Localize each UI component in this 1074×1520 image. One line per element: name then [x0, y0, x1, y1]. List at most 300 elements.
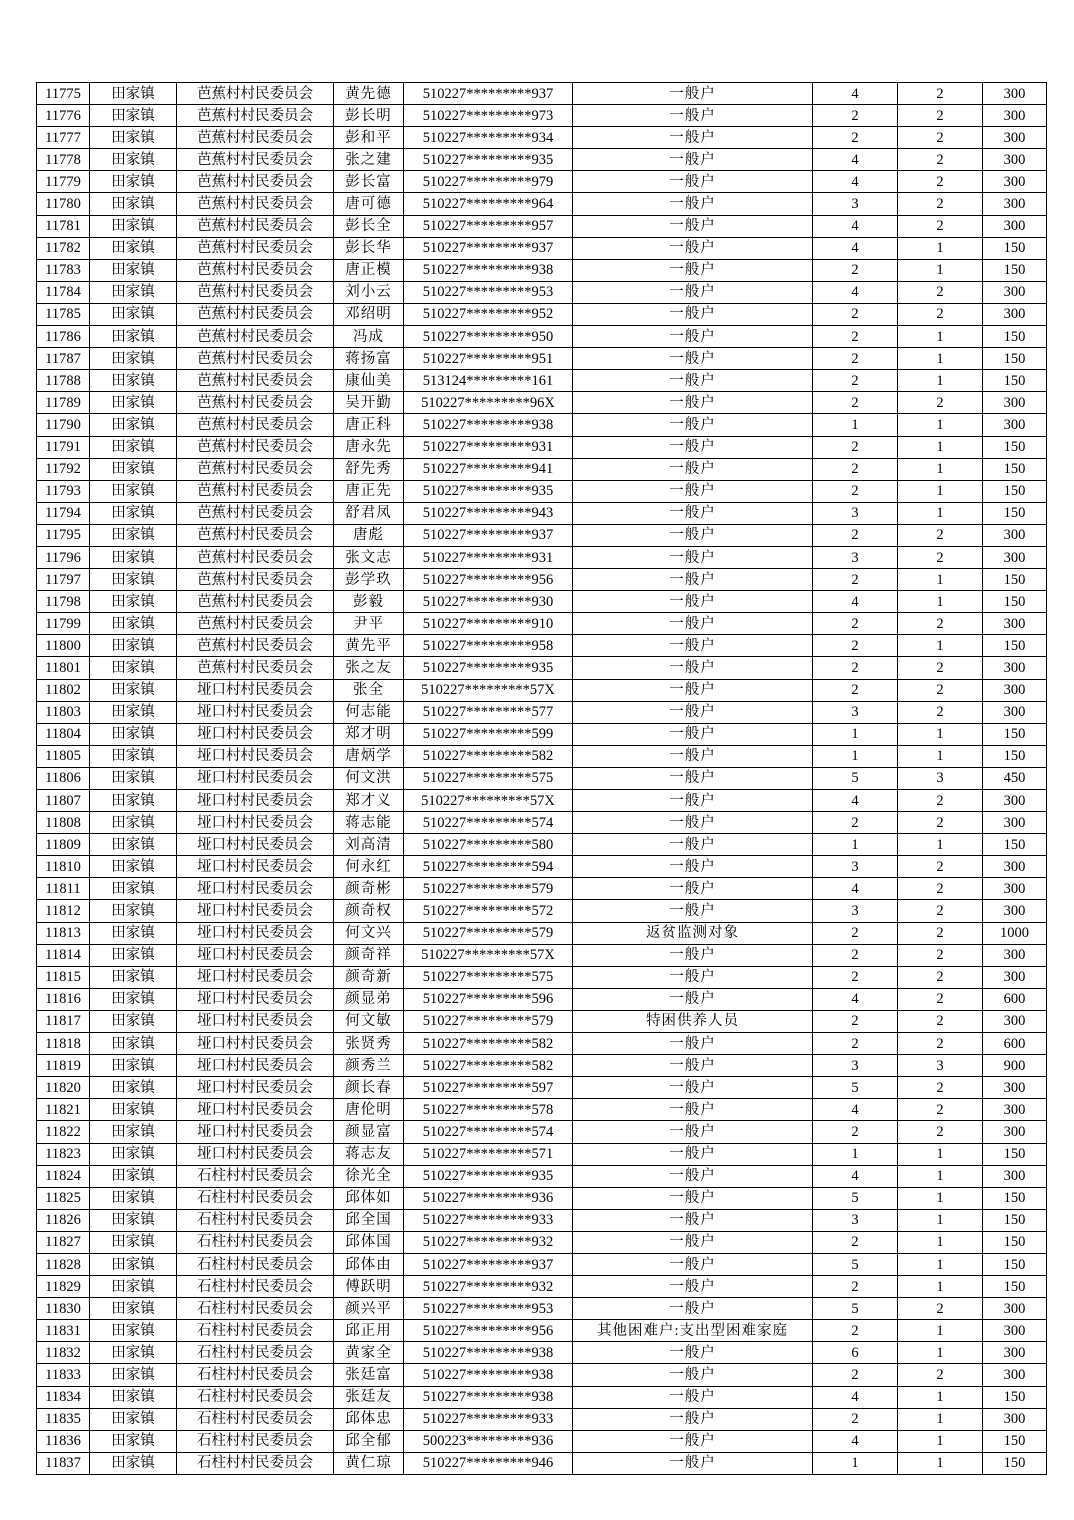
id-number-cell: 510227*********933 [404, 1408, 573, 1430]
seq-no-cell: 11787 [37, 348, 90, 370]
household-type-cell: 一般户 [573, 679, 813, 701]
household-type-cell: 一般户 [573, 348, 813, 370]
id-number-cell: 513124*********161 [404, 370, 573, 392]
id-number-cell: 510227*********96X [404, 392, 573, 414]
table-row [37, 237, 1047, 259]
id-number-cell: 510227*********57X [404, 790, 573, 812]
id-number-cell: 510227*********973 [404, 105, 573, 127]
household-size-cell: 4 [813, 1386, 898, 1408]
amount-cell: 150 [983, 1209, 1047, 1231]
town-cell: 田家镇 [90, 635, 177, 657]
town-cell: 田家镇 [90, 392, 177, 414]
household-size-cell: 4 [813, 591, 898, 613]
id-number-cell: 510227*********580 [404, 834, 573, 856]
id-number-cell: 510227*********937 [404, 1253, 573, 1275]
id-number-cell: 510227*********578 [404, 1099, 573, 1121]
household-type-cell: 一般户 [573, 127, 813, 149]
id-number-cell: 510227*********934 [404, 127, 573, 149]
household-size-cell: 4 [813, 171, 898, 193]
household-type-cell: 一般户 [573, 1386, 813, 1408]
seq-no-cell: 11823 [37, 1143, 90, 1165]
village-committee-cell: 石柱村村民委员会 [177, 1253, 334, 1275]
household-type-cell: 一般户 [573, 83, 813, 105]
name-cell: 彭和平 [334, 127, 404, 149]
household-size-cell: 3 [813, 1209, 898, 1231]
town-cell: 田家镇 [90, 834, 177, 856]
household-size-cell: 2 [813, 127, 898, 149]
beneficiary-count-cell: 2 [898, 127, 983, 149]
household-size-cell: 2 [813, 1010, 898, 1032]
name-cell: 傅跃明 [334, 1276, 404, 1298]
town-cell: 田家镇 [90, 1033, 177, 1055]
table-row [37, 1430, 1047, 1452]
table-row [37, 966, 1047, 988]
name-cell: 张之建 [334, 149, 404, 171]
household-type-cell: 一般户 [573, 1143, 813, 1165]
beneficiary-count-cell: 2 [898, 1077, 983, 1099]
household-type-cell: 一般户 [573, 281, 813, 303]
name-cell: 何文兴 [334, 922, 404, 944]
name-cell: 蒋扬富 [334, 348, 404, 370]
village-committee-cell: 芭蕉村村民委员会 [177, 657, 334, 679]
village-committee-cell: 石柱村村民委员会 [177, 1298, 334, 1320]
village-committee-cell: 石柱村村民委员会 [177, 1187, 334, 1209]
seq-no-cell: 11789 [37, 392, 90, 414]
id-number-cell: 510227*********950 [404, 326, 573, 348]
household-type-cell: 一般户 [573, 480, 813, 502]
town-cell: 田家镇 [90, 900, 177, 922]
town-cell: 田家镇 [90, 105, 177, 127]
amount-cell: 150 [983, 237, 1047, 259]
village-committee-cell: 芭蕉村村民委员会 [177, 524, 334, 546]
name-cell: 黄先德 [334, 83, 404, 105]
beneficiary-count-cell: 1 [898, 569, 983, 591]
household-type-cell: 一般户 [573, 193, 813, 215]
name-cell: 康仙美 [334, 370, 404, 392]
household-type-cell: 一般户 [573, 259, 813, 281]
household-type-cell: 一般户 [573, 856, 813, 878]
household-size-cell: 2 [813, 812, 898, 834]
beneficiary-count-cell: 2 [898, 105, 983, 127]
name-cell: 唐永先 [334, 436, 404, 458]
town-cell: 田家镇 [90, 944, 177, 966]
town-cell: 田家镇 [90, 414, 177, 436]
id-number-cell: 510227*********572 [404, 900, 573, 922]
seq-no-cell: 11814 [37, 944, 90, 966]
town-cell: 田家镇 [90, 812, 177, 834]
name-cell: 邱体国 [334, 1231, 404, 1253]
seq-no-cell: 11837 [37, 1452, 90, 1474]
household-type-cell: 一般户 [573, 237, 813, 259]
household-size-cell: 4 [813, 237, 898, 259]
village-committee-cell: 垭口村村民委员会 [177, 966, 334, 988]
town-cell: 田家镇 [90, 326, 177, 348]
town-cell: 田家镇 [90, 303, 177, 325]
name-cell: 黄家全 [334, 1342, 404, 1364]
seq-no-cell: 11820 [37, 1077, 90, 1099]
id-number-cell: 510227*********577 [404, 701, 573, 723]
seq-no-cell: 11796 [37, 546, 90, 568]
seq-no-cell: 11781 [37, 215, 90, 237]
beneficiary-count-cell: 1 [898, 1209, 983, 1231]
household-size-cell: 2 [813, 259, 898, 281]
beneficiary-count-cell: 1 [898, 1430, 983, 1452]
seq-no-cell: 11780 [37, 193, 90, 215]
village-committee-cell: 垭口村村民委员会 [177, 1033, 334, 1055]
household-type-cell: 一般户 [573, 790, 813, 812]
village-committee-cell: 芭蕉村村民委员会 [177, 591, 334, 613]
amount-cell: 150 [983, 502, 1047, 524]
household-size-cell: 2 [813, 657, 898, 679]
beneficiary-count-cell: 2 [898, 922, 983, 944]
amount-cell: 300 [983, 414, 1047, 436]
town-cell: 田家镇 [90, 856, 177, 878]
town-cell: 田家镇 [90, 193, 177, 215]
beneficiary-count-cell: 1 [898, 1452, 983, 1474]
name-cell: 唐正先 [334, 480, 404, 502]
household-type-cell: 一般户 [573, 1430, 813, 1452]
village-committee-cell: 芭蕉村村民委员会 [177, 414, 334, 436]
household-type-cell: 一般户 [573, 1342, 813, 1364]
name-cell: 邱体忠 [334, 1408, 404, 1430]
town-cell: 田家镇 [90, 569, 177, 591]
id-number-cell: 510227*********594 [404, 856, 573, 878]
beneficiary-count-cell: 1 [898, 591, 983, 613]
seq-no-cell: 11784 [37, 281, 90, 303]
seq-no-cell: 11812 [37, 900, 90, 922]
name-cell: 黄先平 [334, 635, 404, 657]
household-size-cell: 6 [813, 1342, 898, 1364]
beneficiary-count-cell: 2 [898, 900, 983, 922]
name-cell: 何永红 [334, 856, 404, 878]
town-cell: 田家镇 [90, 790, 177, 812]
town-cell: 田家镇 [90, 259, 177, 281]
town-cell: 田家镇 [90, 966, 177, 988]
household-size-cell: 4 [813, 878, 898, 900]
amount-cell: 150 [983, 635, 1047, 657]
household-size-cell: 1 [813, 834, 898, 856]
household-size-cell: 2 [813, 1231, 898, 1253]
household-size-cell: 2 [813, 944, 898, 966]
table-row [37, 900, 1047, 922]
village-committee-cell: 芭蕉村村民委员会 [177, 281, 334, 303]
village-committee-cell: 芭蕉村村民委员会 [177, 215, 334, 237]
id-number-cell: 510227*********931 [404, 546, 573, 568]
village-committee-cell: 垭口村村民委员会 [177, 878, 334, 900]
village-committee-cell: 垭口村村民委员会 [177, 767, 334, 789]
household-type-cell: 一般户 [573, 546, 813, 568]
household-size-cell: 5 [813, 1253, 898, 1275]
seq-no-cell: 11832 [37, 1342, 90, 1364]
village-committee-cell: 石柱村村民委员会 [177, 1408, 334, 1430]
id-number-cell: 510227*********574 [404, 812, 573, 834]
seq-no-cell: 11790 [37, 414, 90, 436]
town-cell: 田家镇 [90, 1055, 177, 1077]
village-committee-cell: 芭蕉村村民委员会 [177, 613, 334, 635]
village-committee-cell: 石柱村村民委员会 [177, 1231, 334, 1253]
town-cell: 田家镇 [90, 1165, 177, 1187]
name-cell: 徐光全 [334, 1165, 404, 1187]
id-number-cell: 510227*********953 [404, 1298, 573, 1320]
town-cell: 田家镇 [90, 922, 177, 944]
household-size-cell: 2 [813, 524, 898, 546]
village-committee-cell: 垭口村村民委员会 [177, 679, 334, 701]
household-type-cell: 一般户 [573, 834, 813, 856]
household-type-cell: 一般户 [573, 149, 813, 171]
town-cell: 田家镇 [90, 524, 177, 546]
beneficiary-count-cell: 2 [898, 1099, 983, 1121]
table-row [37, 83, 1047, 105]
name-cell: 何志能 [334, 701, 404, 723]
amount-cell: 900 [983, 1055, 1047, 1077]
beneficiary-count-cell: 1 [898, 1231, 983, 1253]
amount-cell: 300 [983, 812, 1047, 834]
village-committee-cell: 芭蕉村村民委员会 [177, 149, 334, 171]
town-cell: 田家镇 [90, 613, 177, 635]
household-size-cell: 3 [813, 856, 898, 878]
household-type-cell: 一般户 [573, 1298, 813, 1320]
household-size-cell: 2 [813, 303, 898, 325]
name-cell: 颜兴平 [334, 1298, 404, 1320]
table-row [37, 1408, 1047, 1430]
id-number-cell: 510227*********935 [404, 657, 573, 679]
name-cell: 颜奇彬 [334, 878, 404, 900]
seq-no-cell: 11831 [37, 1320, 90, 1342]
amount-cell: 300 [983, 105, 1047, 127]
id-number-cell: 510227*********938 [404, 1342, 573, 1364]
village-committee-cell: 石柱村村民委员会 [177, 1386, 334, 1408]
table-row [37, 259, 1047, 281]
seq-no-cell: 11808 [37, 812, 90, 834]
household-type-cell: 一般户 [573, 1452, 813, 1474]
household-type-cell: 一般户 [573, 1231, 813, 1253]
household-size-cell: 1 [813, 723, 898, 745]
name-cell: 黄仁琼 [334, 1452, 404, 1474]
name-cell: 张廷友 [334, 1386, 404, 1408]
amount-cell: 450 [983, 767, 1047, 789]
table-row [37, 745, 1047, 767]
town-cell: 田家镇 [90, 1209, 177, 1231]
beneficiary-count-cell: 2 [898, 1121, 983, 1143]
household-type-cell: 一般户 [573, 1364, 813, 1386]
amount-cell: 300 [983, 790, 1047, 812]
household-type-cell: 一般户 [573, 1408, 813, 1430]
amount-cell: 300 [983, 657, 1047, 679]
household-size-cell: 3 [813, 701, 898, 723]
seq-no-cell: 11818 [37, 1033, 90, 1055]
village-committee-cell: 石柱村村民委员会 [177, 1209, 334, 1231]
amount-cell: 150 [983, 1231, 1047, 1253]
beneficiary-count-cell: 2 [898, 812, 983, 834]
amount-cell: 150 [983, 348, 1047, 370]
village-committee-cell: 垭口村村民委员会 [177, 812, 334, 834]
seq-no-cell: 11776 [37, 105, 90, 127]
seq-no-cell: 11799 [37, 613, 90, 635]
household-type-cell: 一般户 [573, 1099, 813, 1121]
town-cell: 田家镇 [90, 1143, 177, 1165]
household-size-cell: 3 [813, 1055, 898, 1077]
village-committee-cell: 芭蕉村村民委员会 [177, 436, 334, 458]
seq-no-cell: 11798 [37, 591, 90, 613]
id-number-cell: 510227*********935 [404, 480, 573, 502]
table-row [37, 812, 1047, 834]
beneficiary-count-cell: 2 [898, 966, 983, 988]
seq-no-cell: 11828 [37, 1253, 90, 1275]
town-cell: 田家镇 [90, 370, 177, 392]
amount-cell: 300 [983, 966, 1047, 988]
amount-cell: 300 [983, 1010, 1047, 1032]
table-row [37, 1253, 1047, 1275]
household-size-cell: 4 [813, 1099, 898, 1121]
household-size-cell: 4 [813, 83, 898, 105]
name-cell: 冯成 [334, 326, 404, 348]
household-type-cell: 一般户 [573, 436, 813, 458]
village-committee-cell: 垭口村村民委员会 [177, 1121, 334, 1143]
beneficiary-count-cell: 1 [898, 1276, 983, 1298]
beneficiary-count-cell: 2 [898, 790, 983, 812]
beneficiary-count-cell: 1 [898, 502, 983, 524]
seq-no-cell: 11813 [37, 922, 90, 944]
town-cell: 田家镇 [90, 281, 177, 303]
id-number-cell: 510227*********936 [404, 1187, 573, 1209]
id-number-cell: 510227*********937 [404, 524, 573, 546]
town-cell: 田家镇 [90, 1430, 177, 1452]
beneficiary-count-cell: 1 [898, 1187, 983, 1209]
name-cell: 刘小云 [334, 281, 404, 303]
table-row [37, 215, 1047, 237]
beneficiary-count-cell: 2 [898, 193, 983, 215]
town-cell: 田家镇 [90, 480, 177, 502]
amount-cell: 150 [983, 370, 1047, 392]
table-row [37, 524, 1047, 546]
amount-cell: 300 [983, 1364, 1047, 1386]
town-cell: 田家镇 [90, 1298, 177, 1320]
seq-no-cell: 11793 [37, 480, 90, 502]
amount-cell: 300 [983, 303, 1047, 325]
village-committee-cell: 芭蕉村村民委员会 [177, 259, 334, 281]
amount-cell: 150 [983, 1187, 1047, 1209]
amount-cell: 300 [983, 613, 1047, 635]
household-size-cell: 2 [813, 613, 898, 635]
town-cell: 田家镇 [90, 458, 177, 480]
table-row [37, 127, 1047, 149]
beneficiary-count-cell: 2 [898, 83, 983, 105]
table-row [37, 591, 1047, 613]
seq-no-cell: 11824 [37, 1165, 90, 1187]
village-committee-cell: 石柱村村民委员会 [177, 1364, 334, 1386]
household-size-cell: 2 [813, 1364, 898, 1386]
id-number-cell: 510227*********956 [404, 569, 573, 591]
town-cell: 田家镇 [90, 1408, 177, 1430]
household-type-cell: 一般户 [573, 502, 813, 524]
amount-cell: 300 [983, 1165, 1047, 1187]
id-number-cell: 510227*********964 [404, 193, 573, 215]
beneficiary-count-cell: 2 [898, 546, 983, 568]
seq-no-cell: 11810 [37, 856, 90, 878]
seq-no-cell: 11783 [37, 259, 90, 281]
household-size-cell: 2 [813, 105, 898, 127]
name-cell: 舒先秀 [334, 458, 404, 480]
town-cell: 田家镇 [90, 127, 177, 149]
amount-cell: 150 [983, 436, 1047, 458]
town-cell: 田家镇 [90, 1386, 177, 1408]
seq-no-cell: 11786 [37, 326, 90, 348]
amount-cell: 150 [983, 834, 1047, 856]
name-cell: 彭长富 [334, 171, 404, 193]
name-cell: 邱体如 [334, 1187, 404, 1209]
table-row [37, 546, 1047, 568]
household-size-cell: 4 [813, 988, 898, 1010]
id-number-cell: 510227*********935 [404, 1165, 573, 1187]
table-row [37, 1077, 1047, 1099]
name-cell: 张贤秀 [334, 1033, 404, 1055]
table-row [37, 790, 1047, 812]
village-committee-cell: 石柱村村民委员会 [177, 1452, 334, 1474]
amount-cell: 300 [983, 281, 1047, 303]
household-type-cell: 一般户 [573, 303, 813, 325]
household-size-cell: 2 [813, 370, 898, 392]
table-row [37, 767, 1047, 789]
household-size-cell: 2 [813, 480, 898, 502]
beneficiary-count-cell: 2 [898, 524, 983, 546]
name-cell: 张文志 [334, 546, 404, 568]
seq-no-cell: 11802 [37, 679, 90, 701]
table-row [37, 1187, 1047, 1209]
village-committee-cell: 垭口村村民委员会 [177, 1077, 334, 1099]
table-row [37, 878, 1047, 900]
id-number-cell: 510227*********596 [404, 988, 573, 1010]
household-type-cell: 一般户 [573, 1055, 813, 1077]
beneficiary-count-cell: 2 [898, 988, 983, 1010]
table-row [37, 1209, 1047, 1231]
village-committee-cell: 芭蕉村村民委员会 [177, 326, 334, 348]
beneficiary-count-cell: 1 [898, 1165, 983, 1187]
amount-cell: 150 [983, 1253, 1047, 1275]
amount-cell: 150 [983, 1452, 1047, 1474]
household-type-cell: 一般户 [573, 370, 813, 392]
id-number-cell: 510227*********910 [404, 613, 573, 635]
table-row [37, 834, 1047, 856]
table-row [37, 1342, 1047, 1364]
id-number-cell: 510227*********571 [404, 1143, 573, 1165]
name-cell: 吴开勤 [334, 392, 404, 414]
seq-no-cell: 11778 [37, 149, 90, 171]
village-committee-cell: 芭蕉村村民委员会 [177, 392, 334, 414]
beneficiary-count-cell: 1 [898, 1386, 983, 1408]
household-size-cell: 5 [813, 1077, 898, 1099]
id-number-cell: 510227*********930 [404, 591, 573, 613]
seq-no-cell: 11835 [37, 1408, 90, 1430]
town-cell: 田家镇 [90, 83, 177, 105]
id-number-cell: 510227*********579 [404, 1010, 573, 1032]
town-cell: 田家镇 [90, 745, 177, 767]
beneficiary-count-cell: 1 [898, 370, 983, 392]
household-type-cell: 一般户 [573, 745, 813, 767]
household-type-cell: 一般户 [573, 326, 813, 348]
household-type-cell: 一般户 [573, 1187, 813, 1209]
household-type-cell: 返贫监测对象 [573, 922, 813, 944]
table-row [37, 1386, 1047, 1408]
town-cell: 田家镇 [90, 1253, 177, 1275]
beneficiary-count-cell: 1 [898, 1408, 983, 1430]
village-committee-cell: 芭蕉村村民委员会 [177, 348, 334, 370]
household-type-cell: 一般户 [573, 635, 813, 657]
name-cell: 邱正用 [334, 1320, 404, 1342]
beneficiary-count-cell: 3 [898, 1055, 983, 1077]
town-cell: 田家镇 [90, 1276, 177, 1298]
town-cell: 田家镇 [90, 1320, 177, 1342]
name-cell: 彭学玖 [334, 569, 404, 591]
